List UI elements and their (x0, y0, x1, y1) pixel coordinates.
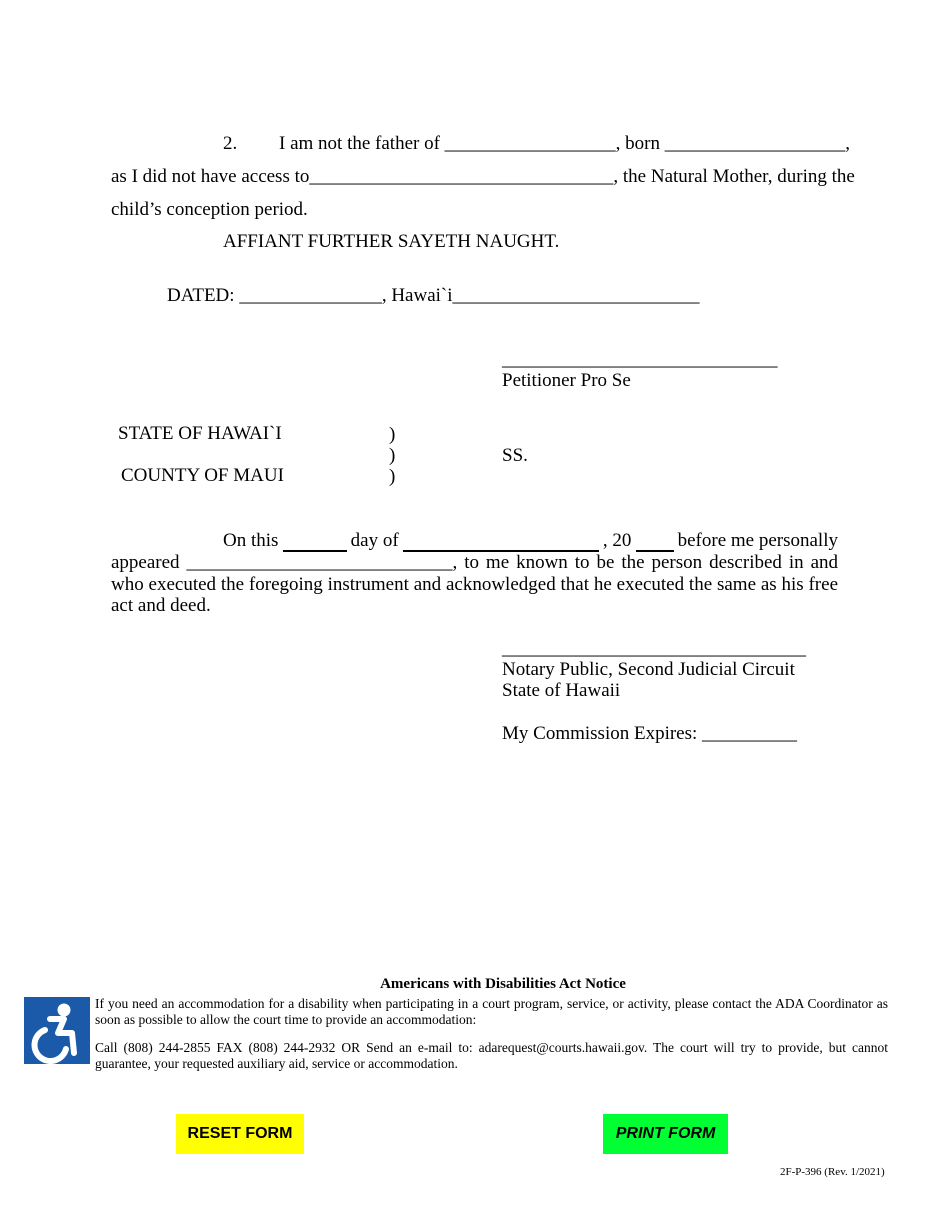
dated-line (167, 285, 700, 307)
statement-line-3: child’s conception period. (111, 199, 308, 220)
petitioner-signature-line[interactable]: _____________________________ (502, 349, 778, 370)
acknowledgment-line-1 (223, 530, 838, 552)
venue-county: COUNTY OF MAUI (121, 465, 284, 486)
ada-paragraph-1: If you need an accommodation for a disability when participating in a court program, service, or activity, please contact the ADA Coordinator as soon as possible to allow the court time to provide an accommodation: (95, 996, 888, 1027)
statement-line-1 (279, 133, 850, 155)
print-form-button[interactable]: PRINT FORM (603, 1114, 728, 1154)
dated-location-label: , Hawai`i (381, 285, 453, 306)
notary-signature-line[interactable]: ________________________________ (502, 638, 806, 659)
venue-ss: SS. (502, 445, 528, 466)
reset-form-button[interactable]: RESET FORM (176, 1114, 304, 1154)
statement-line-2 (111, 166, 855, 188)
ack-rest: , to me known to be the person described in and who executed the foregoing instrument and acknowledged that he executed the same as his free act and deed. (111, 552, 838, 616)
dated-label: DATED: (167, 285, 240, 306)
ack-before: before me personally (677, 530, 838, 551)
ack-day-of: day of (350, 530, 399, 551)
ack-year-prefix: , 20 (602, 530, 632, 551)
ack-year-field[interactable] (636, 532, 674, 552)
venue-state: STATE OF HAWAI`I (118, 423, 282, 444)
statement-text-2a: as I did not have access to (111, 166, 310, 187)
venue-paren-1: ) (389, 424, 396, 445)
ada-paragraph-2: Call (808) 244-2855 FAX (808) 244-2932 OR Send an e-mail to: adarequest@courts.hawaii.gov. The court will try to provide, but cannot guarantee, your requested auxiliary aid, service or accommodation. (95, 1040, 888, 1071)
statement-text-1b: , born (615, 133, 665, 154)
venue-paren-3: ) (389, 466, 396, 487)
wheelchair-icon (24, 997, 90, 1064)
notary-state: State of Hawaii (502, 680, 621, 701)
notary-title: Notary Public, Second Judicial Circuit (502, 659, 795, 680)
statement-text-2b: , the Natural Mother, during the (613, 166, 855, 187)
dated-location-field[interactable]: __________________________ (452, 285, 700, 306)
venue-paren-2: ) (389, 445, 396, 466)
father-of-field[interactable]: __________________ (444, 133, 616, 154)
affiant-closing: AFFIANT FURTHER SAYETH NAUGHT. (223, 231, 560, 252)
ack-day-field[interactable] (283, 532, 347, 552)
petitioner-label: Petitioner Pro Se (502, 370, 631, 391)
notary-commission: My Commission Expires: __________ (502, 723, 798, 744)
acknowledgment-body (111, 552, 838, 617)
natural-mother-field[interactable]: ________________________________ (309, 166, 614, 187)
ack-on-this: On this (223, 530, 279, 551)
paragraph-number: 2. (223, 133, 238, 154)
dated-date-field[interactable]: _______________ (239, 285, 382, 306)
ada-title: Americans with Disabilities Act Notice (380, 976, 626, 992)
ack-appeared: appeared (111, 552, 187, 573)
born-date-field[interactable]: ___________________, (664, 133, 850, 154)
statement-text-1a: I am not the father of (279, 133, 445, 154)
form-id: 2F-P-396 (Rev. 1/2021) (780, 1166, 885, 1178)
accessibility-icon (24, 997, 90, 1064)
ack-appeared-field[interactable]: ____________________________ (186, 552, 453, 573)
ack-month-field[interactable] (403, 532, 599, 552)
